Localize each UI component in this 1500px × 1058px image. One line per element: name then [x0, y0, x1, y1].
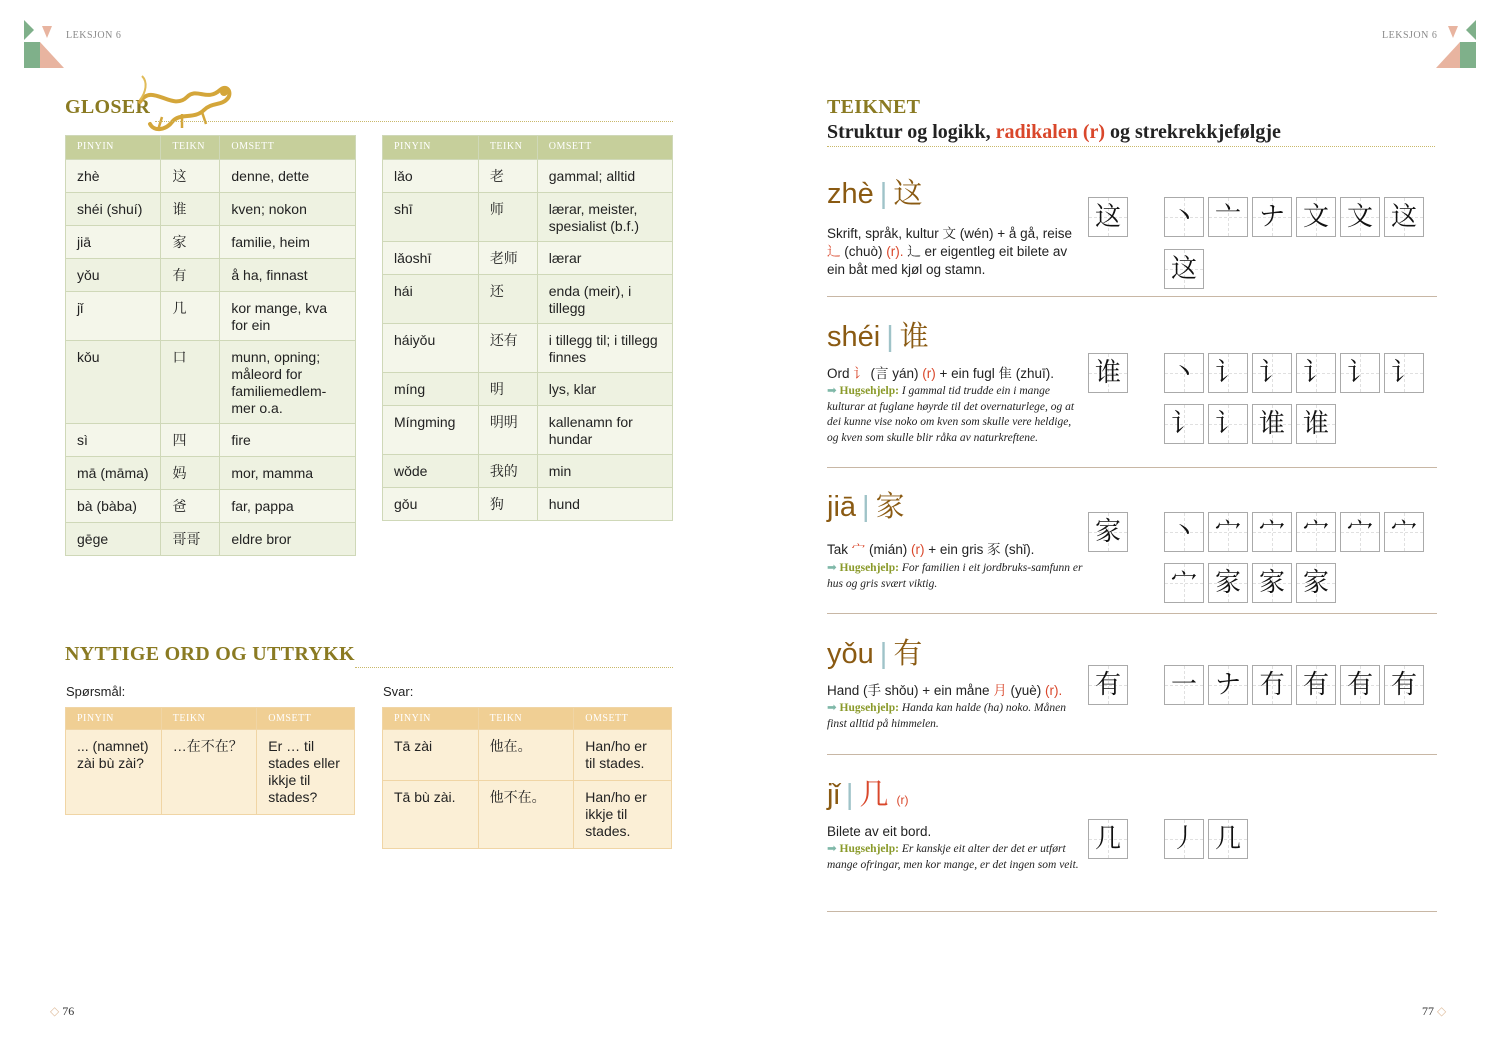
dragon-icon: [132, 72, 237, 137]
cell-teikn: 还有: [478, 324, 537, 373]
table-row: [66, 490, 356, 523]
page-number-text: 77: [1422, 1004, 1434, 1018]
stroke-order-box: 宀: [1164, 563, 1204, 603]
cell-teikn: 妈: [161, 457, 220, 490]
table-row: [383, 160, 673, 193]
question-table: [65, 707, 355, 815]
cell-teikn: 哥哥: [161, 523, 220, 556]
cell-omsett: kor mange, kva for ein: [220, 292, 356, 341]
hint-text: ➡ Hugsehjelp: Handa kan halde (ha) noko. Månen finst alltid på himmelen.: [827, 702, 1066, 730]
stroke-order-box: 谁: [1296, 404, 1336, 444]
cell-pinyin: hái: [383, 275, 479, 324]
entry-description: Hand (手 shǒu) + ein måne 月 (yuè) (r).: [827, 683, 1063, 698]
stroke-order-box: 文: [1340, 197, 1380, 237]
gloser-divider: [155, 121, 673, 122]
lesson-header: LEKSJON 6: [1382, 30, 1438, 41]
stroke-order-box: 讠: [1208, 353, 1248, 393]
table-row: [383, 242, 673, 275]
cell-omsett: Er … til stades eller ikkje til stades?: [257, 730, 355, 815]
table-row: [383, 730, 672, 781]
nyttige-divider: [355, 667, 673, 668]
entry-heading: jǐ | 几 (r): [827, 779, 909, 811]
table-row: [383, 373, 673, 406]
vocab-table-1: [65, 135, 356, 556]
stroke-order-box: 有: [1384, 665, 1424, 705]
stroke-order-box: 文: [1296, 197, 1336, 237]
cell-teikn: 明: [478, 373, 537, 406]
col-pinyin: PINYIN: [383, 136, 479, 160]
nyttige-title: NYTTIGE ORD OG UTTRYKK: [65, 643, 355, 665]
entry-description: Ord 讠 (言 yán) (r) + ein fugl 隹 (zhuī).: [827, 366, 1054, 381]
cell-omsett: i tillegg til; i tillegg finnes: [537, 324, 672, 373]
col-omsett: OMSETT: [537, 136, 672, 160]
right-page: [750, 0, 1500, 1058]
stroke-order-box: 宀: [1340, 512, 1380, 552]
cell-pinyin: yǒu: [66, 259, 161, 292]
cell-omsett: lærar: [537, 242, 672, 275]
teiknet-subtitle: Struktur og logikk, radikalen (r) og strekrekkjefølgje: [827, 121, 1281, 143]
cell-teikn: 谁: [161, 193, 220, 226]
cell-pinyin: wǒde: [383, 455, 479, 488]
entry-description: Tak 宀 (mián) (r) + ein gris 豕 (shǐ).: [827, 542, 1035, 557]
cell-omsett: å ha, finnast: [220, 259, 356, 292]
table-row: [66, 226, 356, 259]
entry-divider: [827, 754, 1437, 755]
corner-ornament-icon: [20, 18, 68, 70]
cell-teikn: 爸: [161, 490, 220, 523]
col-omsett: OMSETT: [257, 708, 355, 730]
cell-pinyin: míng: [383, 373, 479, 406]
character-box: 有: [1088, 665, 1128, 705]
cell-omsett: Han/ho er til stades.: [574, 730, 672, 781]
diamond-ornament-icon: ◇: [1437, 1004, 1447, 1018]
cell-omsett: min: [537, 455, 672, 488]
entry-shei: [827, 318, 1437, 468]
answer-label: Svar:: [383, 684, 414, 699]
col-teikn: TEIKN: [161, 708, 257, 730]
entry-you: [827, 635, 1437, 755]
entry-heading: jiā | 家: [827, 491, 905, 523]
cell-omsett: Han/ho er ikkje til stades.: [574, 781, 672, 849]
corner-ornament-icon: [1432, 18, 1480, 70]
cell-omsett: kven; nokon: [220, 193, 356, 226]
entry-heading: zhè | 这: [827, 178, 923, 210]
cell-pinyin: bà (bàba): [66, 490, 161, 523]
cell-omsett: lærar, meister, spesialist (b.f.): [537, 193, 672, 242]
stroke-order-box: 丶: [1164, 197, 1204, 237]
cell-pinyin: jǐ: [66, 292, 161, 341]
cell-pinyin: ... (namnet) zài bù zài?: [66, 730, 162, 815]
stroke-order-box: 宀: [1296, 512, 1336, 552]
cell-pinyin: háiyǒu: [383, 324, 479, 373]
cell-teikn: 老: [478, 160, 537, 193]
cell-omsett: far, pappa: [220, 490, 356, 523]
cell-pinyin: shī: [383, 193, 479, 242]
page-number-text: 76: [62, 1004, 75, 1018]
entry-jia: [827, 488, 1437, 618]
cell-teikn: 他在。: [478, 730, 574, 781]
cell-omsett: munn, opning; måleord for familiemedlem-mer o.a.: [220, 341, 356, 424]
entry-heading: yǒu | 有: [827, 638, 923, 670]
cell-pinyin: kǒu: [66, 341, 161, 424]
cell-pinyin: gǒu: [383, 488, 479, 521]
stroke-order-box: 讠: [1252, 353, 1292, 393]
stroke-order-box: 这: [1164, 249, 1204, 289]
cell-pinyin: lǎoshī: [383, 242, 479, 275]
hint-text: ➡ Hugsehjelp: Er kanskje eit alter der det er utført mange ofringar, men kor mange, er det ingen som veit.: [827, 843, 1079, 871]
stroke-order-box: 一: [1164, 665, 1204, 705]
entry-heading: shéi | 谁: [827, 321, 929, 353]
page-number-right: [1422, 1004, 1446, 1019]
stroke-order-box: 家: [1208, 563, 1248, 603]
entry-divider: [827, 911, 1437, 912]
stroke-order-box: 有: [1296, 665, 1336, 705]
table-row: [383, 275, 673, 324]
stroke-order-box: 宀: [1384, 512, 1424, 552]
table-row: [383, 406, 673, 455]
table-row: [66, 424, 356, 457]
col-teikn: TEIKN: [478, 136, 537, 160]
stroke-order-box: 亠: [1208, 197, 1248, 237]
teiknet-title: TEIKNET: [827, 96, 921, 118]
cell-pinyin: Míngming: [383, 406, 479, 455]
arrow-icon: ➡: [827, 702, 837, 714]
cell-pinyin: Tā zài: [383, 730, 479, 781]
character-box: 家: [1088, 512, 1128, 552]
cell-teikn: 家: [161, 226, 220, 259]
table-row: [66, 523, 356, 556]
cell-teikn: 老师: [478, 242, 537, 275]
table-row: [66, 259, 356, 292]
hint-text: ➡ Hugsehjelp: I gammal tid trudde ein i mange kulturar at fuglane høyrde til det overnaturlege, og at dei kunne vise noko om kven som skulle vere heldige, og kven som skulle blir råka av naturkreftene.: [827, 385, 1075, 444]
arrow-icon: ➡: [827, 562, 837, 574]
page-number-left: [50, 1004, 74, 1019]
entry-description: Bilete av eit bord.: [827, 824, 932, 839]
table-row: [383, 324, 673, 373]
table-row: [66, 730, 355, 815]
col-pinyin: PINYIN: [66, 708, 162, 730]
stroke-order-box: 冇: [1252, 665, 1292, 705]
entry-zhe: [827, 175, 1437, 300]
cell-omsett: mor, mamma: [220, 457, 356, 490]
stroke-order-box: 家: [1252, 563, 1292, 603]
cell-omsett: denne, dette: [220, 160, 356, 193]
table-row: [66, 292, 356, 341]
table-row: [383, 193, 673, 242]
stroke-order-box: 讠: [1384, 353, 1424, 393]
table-row: [66, 160, 356, 193]
cell-pinyin: Tā bù zài.: [383, 781, 479, 849]
table-row: [383, 488, 673, 521]
stroke-order-box: 这: [1384, 197, 1424, 237]
cell-teikn: 狗: [478, 488, 537, 521]
arrow-icon: ➡: [827, 843, 837, 855]
stroke-order-box: ナ: [1208, 665, 1248, 705]
col-teikn: TEIKN: [478, 708, 574, 730]
col-omsett: OMSETT: [220, 136, 356, 160]
cell-teikn: 口: [161, 341, 220, 424]
cell-teikn: …在不在？: [161, 730, 257, 815]
stroke-order-box: 谁: [1252, 404, 1292, 444]
cell-omsett: hund: [537, 488, 672, 521]
cell-pinyin: sì: [66, 424, 161, 457]
character-box: 这: [1088, 197, 1128, 237]
entry-description: Skrift, språk, kultur 文 (wén) + å gå, reise 辶 (chuò) (r). 辶 er eigentleg eit bilete av ein båt med kjøl og stamn.: [827, 226, 1072, 277]
vocab-table-2: [382, 135, 673, 521]
stroke-order-box: 宀: [1252, 512, 1292, 552]
stroke-order-box: 讠: [1296, 353, 1336, 393]
cell-pinyin: mā (māma): [66, 457, 161, 490]
stroke-order-box: 家: [1296, 563, 1336, 603]
stroke-order-box: 讠: [1208, 404, 1248, 444]
cell-omsett: lys, klar: [537, 373, 672, 406]
question-label: Spørsmål:: [66, 684, 126, 699]
entry-divider: [827, 613, 1437, 614]
gloser-title: GLOSER: [65, 96, 151, 118]
stroke-order-box: 有: [1340, 665, 1380, 705]
character-box: 几: [1088, 819, 1128, 859]
cell-teikn: 几: [161, 292, 220, 341]
cell-teikn: 我的: [478, 455, 537, 488]
col-pinyin: PINYIN: [383, 708, 479, 730]
table-row: [383, 781, 672, 849]
stroke-order-box: 几: [1208, 819, 1248, 859]
table-row: [66, 457, 356, 490]
cell-pinyin: gēge: [66, 523, 161, 556]
cell-pinyin: zhè: [66, 160, 161, 193]
entry-divider: [827, 467, 1437, 468]
table-row: [66, 341, 356, 424]
stroke-order-box: 讠: [1164, 404, 1204, 444]
teiknet-divider: [827, 146, 1435, 147]
col-teikn: TEIKN: [161, 136, 220, 160]
cell-pinyin: jiā: [66, 226, 161, 259]
entry-divider: [827, 296, 1437, 297]
cell-omsett: familie, heim: [220, 226, 356, 259]
cell-pinyin: lǎo: [383, 160, 479, 193]
cell-teikn: 明明: [478, 406, 537, 455]
answer-table: [382, 707, 672, 849]
entry-ji: [827, 776, 1437, 916]
cell-omsett: enda (meir), i tillegg: [537, 275, 672, 324]
cell-pinyin: shéi (shuí): [66, 193, 161, 226]
cell-teikn: 四: [161, 424, 220, 457]
cell-teikn: 有: [161, 259, 220, 292]
stroke-order-box: 丶: [1164, 512, 1204, 552]
stroke-order-box: 宀: [1208, 512, 1248, 552]
stroke-order-box: ナ: [1252, 197, 1292, 237]
table-row: [66, 193, 356, 226]
cell-omsett: fire: [220, 424, 356, 457]
cell-omsett: kallenamn for hundar: [537, 406, 672, 455]
cell-teikn: 还: [478, 275, 537, 324]
character-box: 谁: [1088, 353, 1128, 393]
cell-teikn: 这: [161, 160, 220, 193]
hint-text: ➡ Hugsehjelp: For familien i eit jordbruks-samfunn er hus og gris svært viktig.: [827, 562, 1083, 590]
cell-teikn: 师: [478, 193, 537, 242]
cell-teikn: 他不在。: [478, 781, 574, 849]
stroke-order-box: 丶: [1164, 353, 1204, 393]
lesson-header: LEKSJON 6: [66, 30, 122, 41]
stroke-order-box: 讠: [1340, 353, 1380, 393]
col-pinyin: PINYIN: [66, 136, 161, 160]
cell-omsett: eldre bror: [220, 523, 356, 556]
table-row: [383, 455, 673, 488]
cell-omsett: gammal; alltid: [537, 160, 672, 193]
stroke-order-box: 丿: [1164, 819, 1204, 859]
arrow-icon: ➡: [827, 385, 837, 397]
diamond-ornament-icon: ◇: [50, 1004, 60, 1018]
col-omsett: OMSETT: [574, 708, 672, 730]
